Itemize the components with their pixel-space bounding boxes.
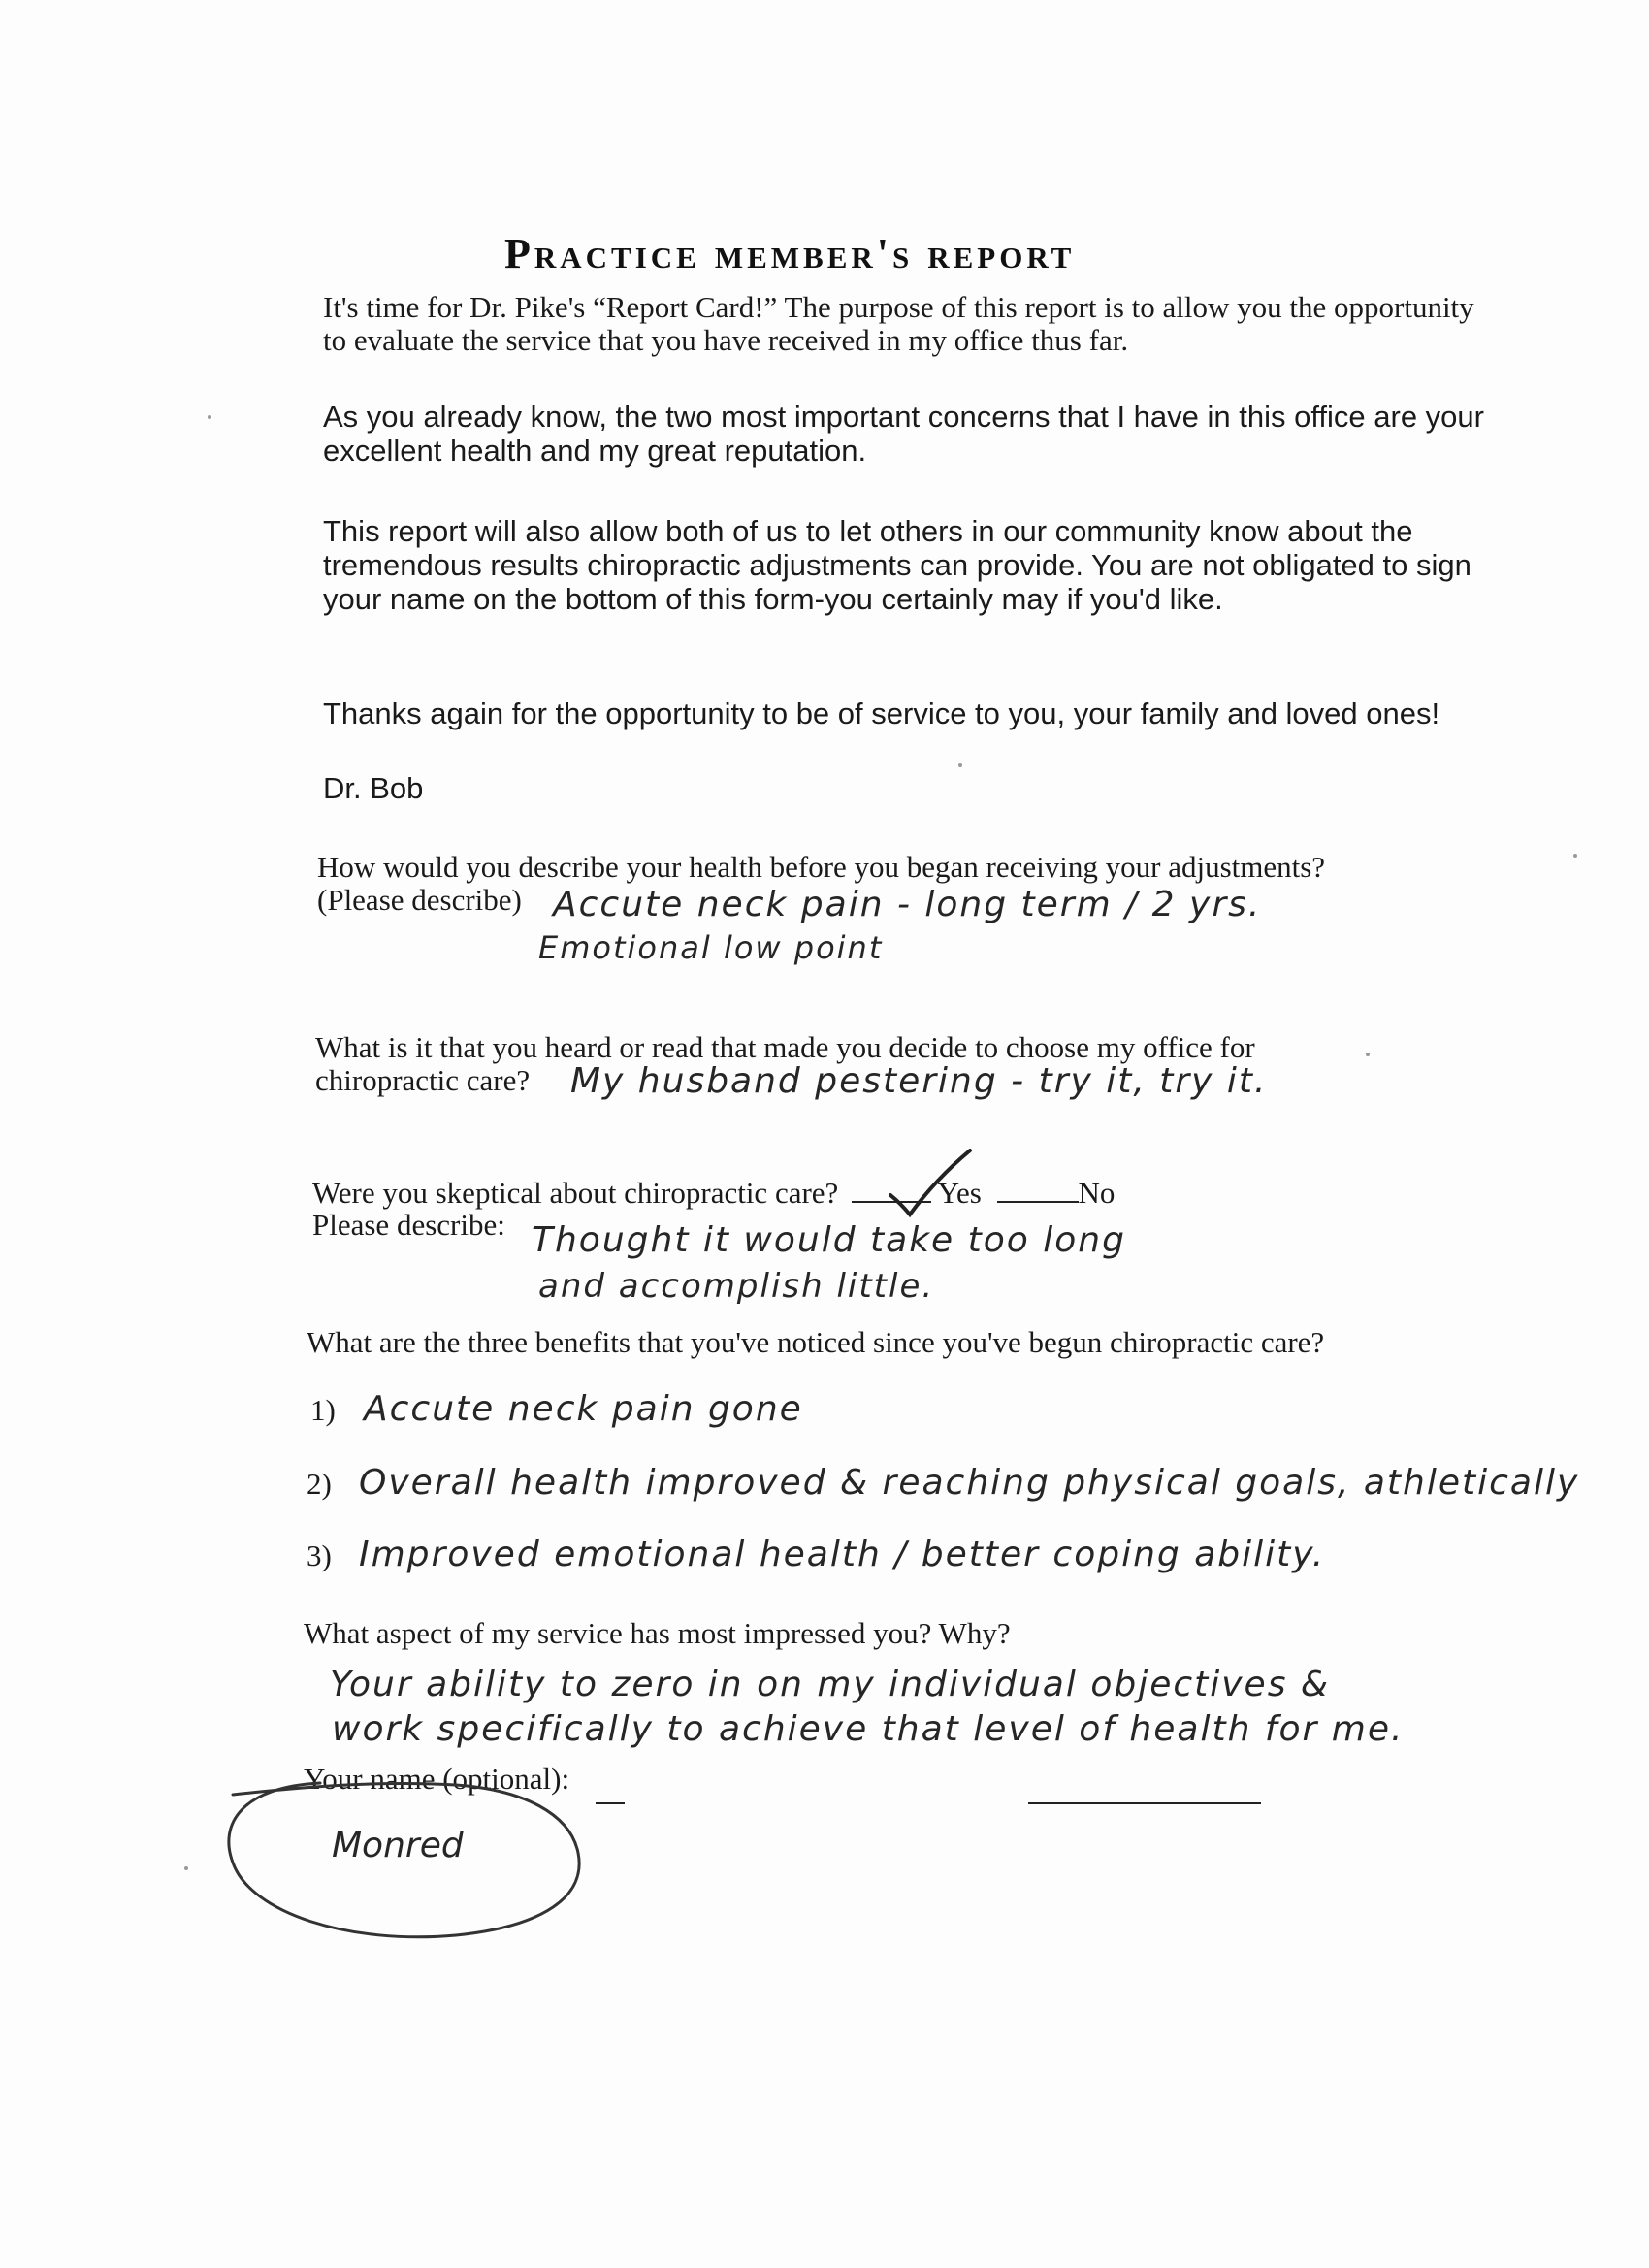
prompt-skeptical-describe: Please describe: — [312, 1208, 505, 1242]
answer-why-choose: My husband pestering - try it, try it. — [570, 1061, 1268, 1101]
answer-benefit-2: Overall health improved & reaching physical goals, athletically — [359, 1463, 1580, 1503]
question-why-choose: What is it that you heard or read that made you decide to choose my office for — [315, 1030, 1255, 1064]
answer-skeptical-line-1: Thought it would take too long — [532, 1220, 1126, 1260]
prompt-please-describe: (Please describe) — [317, 883, 522, 917]
answer-health-before-line-2: Emotional low point — [538, 929, 884, 966]
paragraph-community: This report will also allow both of us to let others in our community know about the tremendous results chiropractic adjustments can provide. You are not obligated to sign your name on the bottom of this form-you certainly may if you'd like. — [323, 514, 1471, 616]
answer-health-before-line-1: Accute neck pain - long term / 2 yrs. — [553, 885, 1262, 924]
benefit-number-2: 2) — [307, 1467, 332, 1501]
intro-paragraph: It's time for Dr. Pike's “Report Card!” The purpose of this report is to allow you the opportunity to evaluate the service that you have received in my office thus far. — [323, 290, 1474, 357]
answer-skeptical-line-2: and accomplish little. — [538, 1267, 935, 1306]
question-why-choose-line-2: chiropractic care? — [315, 1063, 531, 1097]
checkmark-icon — [890, 1150, 970, 1215]
name-label: Your name (optional): — [304, 1762, 570, 1796]
answer-benefit-1: Accute neck pain gone — [364, 1389, 803, 1429]
question-benefits: What are the three benefits that you've noticed since you've begun chiropractic care? — [307, 1325, 1325, 1359]
paragraph-concerns: As you already know, the two most important concerns that I have in this office are your excellent health and my great reputation. — [323, 400, 1484, 468]
question-skeptical-text: Were you skeptical about chiropractic care? — [312, 1176, 839, 1210]
answer-impressed-line-1: Your ability to zero in on my individual objectives & — [330, 1665, 1330, 1704]
answer-impressed-line-2: work specifically to achieve that level of health for me. — [332, 1709, 1405, 1749]
handwritten-name: Monred — [332, 1826, 464, 1865]
question-impressed: What aspect of my service has most impressed you? Why? — [304, 1616, 1011, 1650]
paragraph-thanks: Thanks again for the opportunity to be of service to you, your family and loved ones! — [323, 697, 1440, 730]
benefit-number-3: 3) — [307, 1539, 332, 1572]
benefit-number-1: 1) — [310, 1393, 336, 1427]
yes-label: Yes — [937, 1176, 982, 1210]
page-title: Practice member's report — [504, 230, 1076, 277]
question-health-before: How would you describe your health before you began receiving your adjustments? — [317, 850, 1326, 884]
name-circle-icon — [229, 1783, 579, 1937]
answer-benefit-3: Improved emotional health / better coping ability. — [359, 1535, 1326, 1574]
no-label: No — [1078, 1176, 1116, 1210]
signoff: Dr. Bob — [323, 771, 424, 805]
